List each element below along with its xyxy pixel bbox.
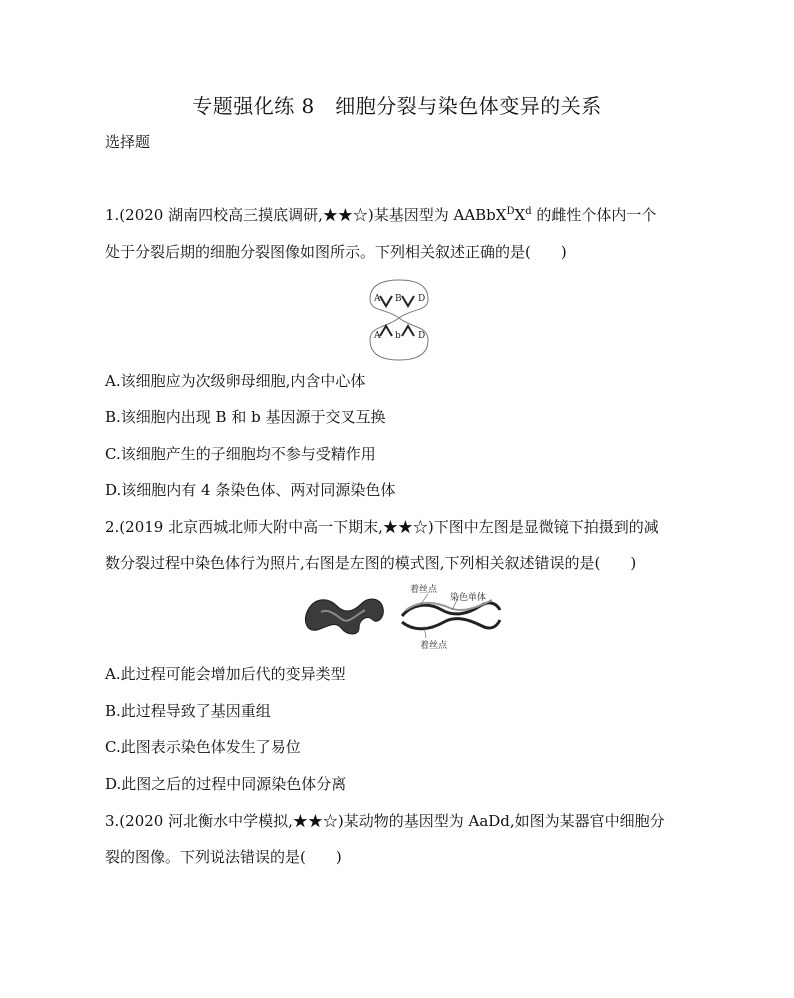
q1-option-b: B.该细胞内出现 B 和 b 基因源于交叉互换: [105, 408, 386, 426]
q1-option-c: C.该细胞产生的子细胞均不参与受精作用: [105, 445, 376, 463]
page-title: 专题强化练 8 细胞分裂与染色体变异的关系: [192, 94, 602, 118]
q2-stem-line-1: 2.(2019 北京西城北师大附中高一下期末,★★☆)下图中左图是显微镜下拍摄到的减: [105, 518, 659, 536]
cell-outline: [370, 280, 428, 360]
q2-option-c: C.此图表示染色体发生了易位: [105, 738, 301, 756]
gene-label-b-lower: b: [395, 331, 401, 341]
gene-label-d-bottom: D: [418, 331, 426, 341]
q1-option-d: D.该细胞内有 4 条染色体、两对同源染色体: [105, 481, 396, 499]
q3-stem-line-2: 裂的图像。下列说法错误的是( ): [105, 848, 342, 866]
gene-label-b-upper: B: [395, 294, 402, 304]
q3-stem-line-1: 3.(2020 河北衡水中学模拟,★★☆)某动物的基因型为 AaDd,如图为某器官中细胞分: [105, 812, 665, 830]
gene-label-d-top: D: [418, 294, 426, 304]
q1-stem-line-1: 1.(2020 湖南四校高三摸底调研,★★☆)某基因型为 $AABbX^DX^d$ 的雌性个体内一个: [105, 206, 657, 224]
q2-option-a: A.此过程可能会增加后代的变异类型: [105, 665, 346, 683]
chromosome-photo: [305, 599, 383, 634]
q1-option-a: A.该细胞应为次级卵母细胞,内含中心体: [105, 372, 366, 390]
q1-stem-line-2: 处于分裂后期的细胞分裂图像如图所示。下列相关叙述正确的是( ): [105, 243, 567, 261]
label-centromere-bottom: 着丝点: [420, 641, 448, 651]
label-chromatid: 染色单体: [450, 593, 487, 603]
gene-label-a-bottom: A: [374, 331, 381, 341]
chromatid-strand-2: [402, 619, 500, 629]
q2-option-b: B.此过程导致了基因重组: [105, 702, 271, 720]
q1-cell-figure: [366, 278, 432, 362]
section-heading: 选择题: [105, 133, 151, 151]
gene-label-a-top: A: [374, 294, 381, 304]
q2-model-figure: [396, 580, 506, 652]
q2-option-d: D.此图之后的过程中同源染色体分离: [105, 775, 347, 793]
label-centromere-top: 着丝点: [410, 585, 438, 595]
q2-micrograph-figure: [303, 590, 389, 640]
q2-stem-line-2: 数分裂过程中染色体行为照片,右图是左图的模式图,下列相关叙述错误的是( ): [105, 554, 637, 572]
